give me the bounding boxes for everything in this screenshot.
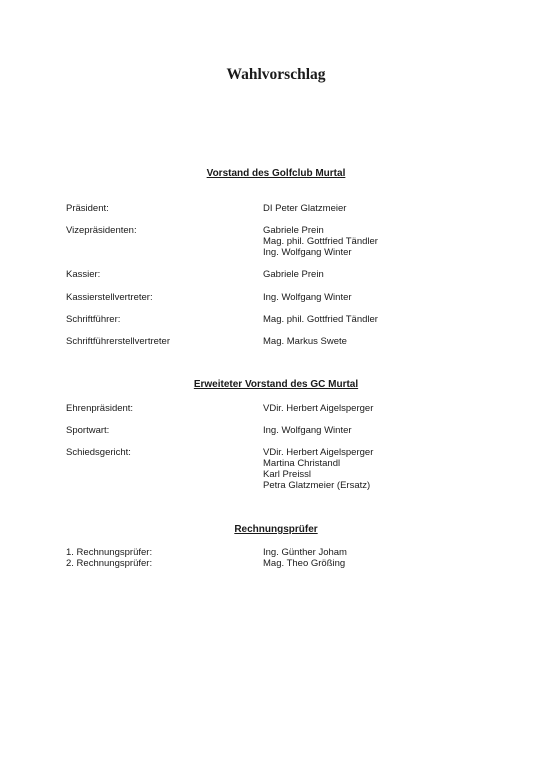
- entry-values: [263, 425, 352, 436]
- entry-value: DI Peter Glatzmeier: [263, 203, 347, 214]
- entry-label: Vizepräsidenten:: [66, 225, 137, 236]
- entry-value: Mag. phil. Gottfried Tändler: [263, 236, 378, 247]
- entry-label: Sportwart:: [66, 425, 110, 436]
- entry-value: Mag. Theo Größing: [263, 558, 346, 569]
- entry-value: Martina Christandl: [263, 458, 341, 469]
- entry-values: [263, 292, 352, 303]
- entry-values: [263, 336, 347, 347]
- entry-value: Ing. Wolfgang Winter: [263, 247, 352, 258]
- entry-values: [263, 269, 324, 280]
- entry-value: Ing. Wolfgang Winter: [263, 425, 352, 436]
- entry-values: [263, 314, 378, 325]
- entry-label: Schiedsgericht:: [66, 447, 131, 458]
- entry-value: Mag. Markus Swete: [263, 336, 347, 347]
- section-heading-vorstand: Vorstand des Golfclub Murtal: [206, 168, 346, 179]
- entry-label: 1. Rechnungsprüfer:: [66, 547, 153, 558]
- entry-value: VDir. Herbert Aigelsperger: [263, 447, 374, 458]
- entry-label: Schriftführer:: [66, 314, 121, 325]
- entry-values: [263, 558, 345, 569]
- entry-values: [263, 547, 347, 558]
- entry-label: Kassierstellvertreter:: [66, 292, 153, 303]
- section-heading-rechnungspruefer: Rechnungsprüfer: [234, 524, 318, 535]
- entry-value: Ing. Wolfgang Winter: [263, 292, 352, 303]
- section-heading-erweiterter-vorstand: Erweiteter Vorstand des GC Murtal: [193, 379, 359, 390]
- entry-label: 2. Rechnungsprüfer:: [66, 558, 153, 569]
- entry-label: Ehrenpräsident:: [66, 403, 134, 414]
- entry-value: Gabriele Prein: [263, 225, 324, 236]
- entry-value: Ing. Günther Joham: [263, 547, 347, 558]
- entry-value: VDir. Herbert Aigelsperger: [263, 403, 374, 414]
- entry-value: Mag. phil. Gottfried Tändler: [263, 314, 378, 325]
- entry-label: Kassier:: [66, 269, 101, 280]
- document-title: Wahlvorschlag: [226, 66, 326, 83]
- entry-label: Präsident:: [66, 203, 109, 214]
- entry-values: [263, 225, 378, 258]
- entry-value: Gabriele Prein: [263, 269, 324, 280]
- entry-values: [263, 447, 373, 491]
- entry-value: Karl Preissl: [263, 469, 312, 480]
- entry-values: [263, 403, 373, 414]
- entry-value: Petra Glatzmeier (Ersatz): [263, 480, 371, 491]
- entry-values: [263, 203, 346, 214]
- entry-label: Schriftführerstellvertreter: [66, 336, 171, 347]
